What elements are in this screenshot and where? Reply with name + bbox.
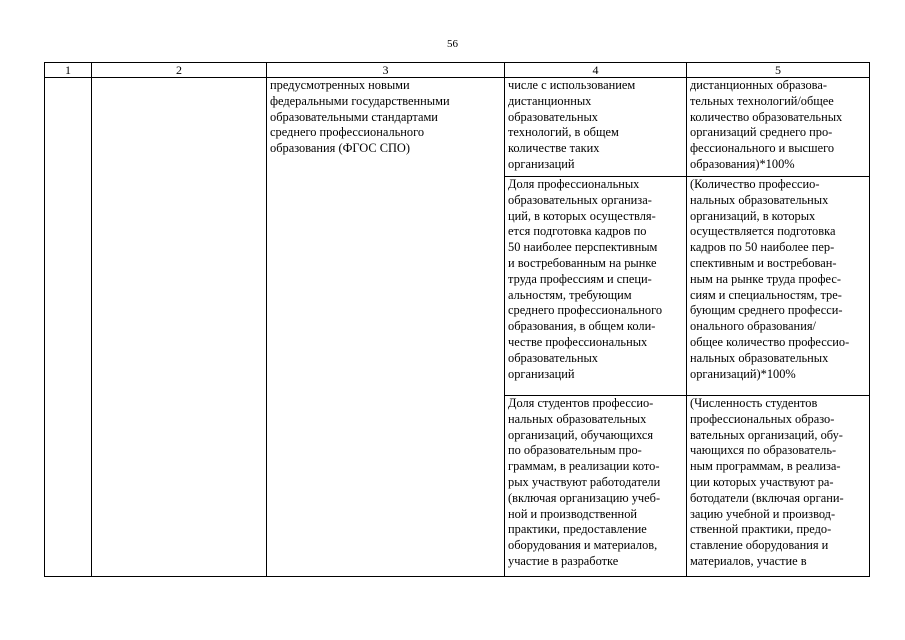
cell-col4 [505,177,687,396]
column-header-4: 4 [505,63,687,78]
page-number: 56 [447,38,458,50]
cell-col1 [45,78,92,577]
cell-col5 [687,396,870,577]
column-header-3: 3 [267,63,505,78]
cell-col2 [92,78,267,577]
cell-col4 [505,78,687,177]
indicators-table [44,62,870,577]
column-header-5: 5 [687,63,870,78]
column-header-1: 1 [45,63,92,78]
cell-text: числе с использованием дистанционных образовательных технологий, в общем количестве таких организаций [508,78,636,171]
cell-text: дистанционных образова- тельных технологий/общее количество образовательных организаций среднего про- фессионального и высшего образования)*100% [690,78,843,171]
table-header-row [45,63,870,78]
cell-text: Доля студентов профессио- нальных образовательных организаций, обучающихся по образовательным про- граммам, в реализации кото- рых участвуют работодатели (включая организацию учеб- ной и производственной практики, предоставление оборудования и материалов, участие в разработке [508,396,661,568]
cell-text: Доля профессиональных образовательных организа- ций, в которых осуществля- ется подготовка кадров по 50 наиболее перспективным и востребованным на рынке труда профессиям и специ- альностям, требующим среднего профессионального образования, в общем коли- честве профессиональных образовательных организаций [508,177,663,381]
cell-col4 [505,396,687,577]
cell-col5 [687,78,870,177]
cell-text: предусмотренных новыми федеральными государственными образовательными стандартами среднего профессионального образования (ФГОС СПО) [270,78,450,156]
cell-col3 [267,78,505,577]
table-row [45,78,870,177]
cell-col5 [687,177,870,396]
cell-text: (Численность студентов профессиональных образо- вательных организаций, обу- чающихся по образователь- ным программам, в реализа- ции которых участвуют ра- ботодатели (включая органи- зацию учебной и производ- ственной практики, предо- ставление оборудования и материалов, участие в [690,396,844,568]
cell-text: (Количество профессио- нальных образовательных организаций, в которых осуществляется подготовка кадров по 50 наиболее пер- спективным и востребован- ным на рынке труда профес- сиям и специальностям, тре- бующим среднего професси- онального образования/ общее количество профессио- нальных образовательных организаций)*100% [690,177,850,381]
column-header-2: 2 [92,63,267,78]
